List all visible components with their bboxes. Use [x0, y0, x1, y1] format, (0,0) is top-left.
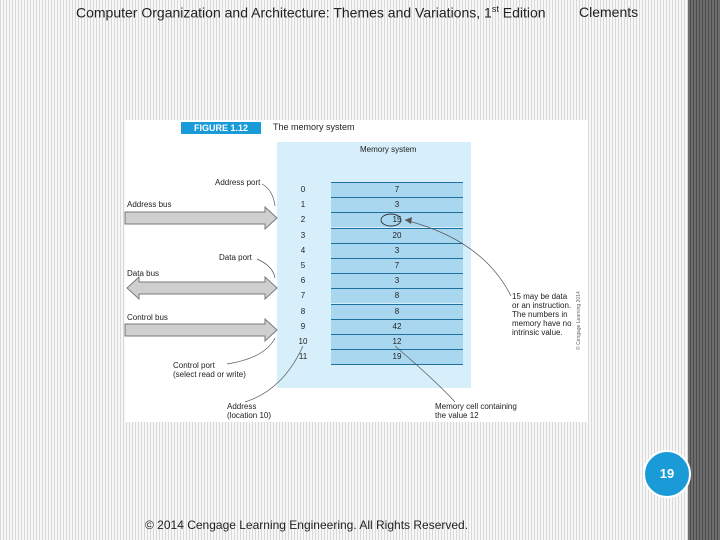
note-line4: memory have no — [512, 319, 572, 328]
control-port-line2: (select read or write) — [173, 370, 246, 379]
memory-cell-label — [435, 402, 517, 420]
note-arrowhead — [405, 217, 412, 224]
memory-cell: 7 — [331, 258, 463, 273]
control-port-line1: Control port — [173, 361, 215, 370]
note-line5: intrinsic value. — [512, 328, 563, 337]
memory-cell: 3 — [331, 197, 463, 212]
memory-cell: 20 — [331, 228, 463, 243]
memory-address: 6 — [300, 276, 306, 286]
memory-cell-line2: the value 12 — [435, 411, 479, 420]
memory-address: 2 — [300, 215, 306, 225]
address-location-line — [245, 346, 303, 402]
figure-caption: The memory system — [273, 122, 355, 132]
memory-cell: 15 — [331, 212, 463, 227]
slide-header-author: Clements — [579, 4, 639, 20]
control-port-label — [173, 361, 246, 379]
note-line1: 15 may be data — [512, 292, 568, 301]
memory-address: 11 — [298, 352, 308, 362]
memory-cell-line — [395, 346, 455, 402]
note-line2: or an instruction. — [512, 301, 572, 310]
memory-cell: 3 — [331, 273, 463, 288]
memory-address: 9 — [300, 321, 306, 331]
memory-address: 3 — [300, 230, 306, 240]
memory-cell: 8 — [331, 288, 463, 303]
address-port-label: Address port — [215, 178, 261, 187]
data-bus-arrow — [127, 277, 277, 299]
memory-title: Memory system — [360, 145, 417, 154]
memory-cell: 8 — [331, 304, 463, 319]
footer-copyright: © 2014 Cengage Learning Engineering. All Rights Reserved. — [145, 518, 469, 532]
data-port-label: Data port — [219, 253, 252, 262]
memory-address: 7 — [300, 291, 306, 301]
data-port-line — [257, 259, 275, 278]
memory-address: 1 — [300, 200, 306, 210]
page-number-badge: 19 — [643, 450, 691, 498]
address-location-line2: (location 10) — [227, 411, 272, 420]
address-bus-arrow — [125, 207, 277, 229]
memory-system-figure — [125, 120, 588, 422]
slide-header-title: Computer Organization and Architecture: Themes and Variations, 1st Edition — [76, 4, 546, 21]
control-bus-arrow — [125, 319, 277, 341]
control-bus-label: Control bus — [127, 313, 168, 322]
memory-cell: 3 — [331, 243, 463, 258]
memory-cell: 42 — [331, 319, 463, 334]
note-label — [512, 292, 572, 337]
memory-address: 10 — [298, 337, 308, 346]
memory-address: 4 — [300, 245, 306, 255]
memory-address: 5 — [300, 261, 306, 270]
note-line — [405, 220, 511, 296]
memory-cell: 19 — [331, 349, 463, 365]
address-port-line — [262, 184, 275, 206]
note-line3: The numbers in — [512, 310, 568, 319]
memory-cell: 7 — [331, 182, 463, 197]
memory-address: 8 — [300, 306, 306, 316]
vertical-credit: © Cengage Learning 2014 — [576, 291, 582, 350]
address-location-label — [227, 402, 271, 420]
highlight-circle — [381, 214, 401, 226]
memory-address: 0 — [300, 185, 306, 194]
address-location-line1: Address — [227, 402, 257, 411]
figure-label: FIGURE 1.12 — [181, 122, 261, 134]
memory-cell-line1: Memory cell containing — [435, 402, 517, 411]
data-bus-label: Data bus — [127, 269, 160, 278]
address-bus-label: Address bus — [127, 200, 172, 209]
memory-cell: 12 — [331, 334, 463, 349]
